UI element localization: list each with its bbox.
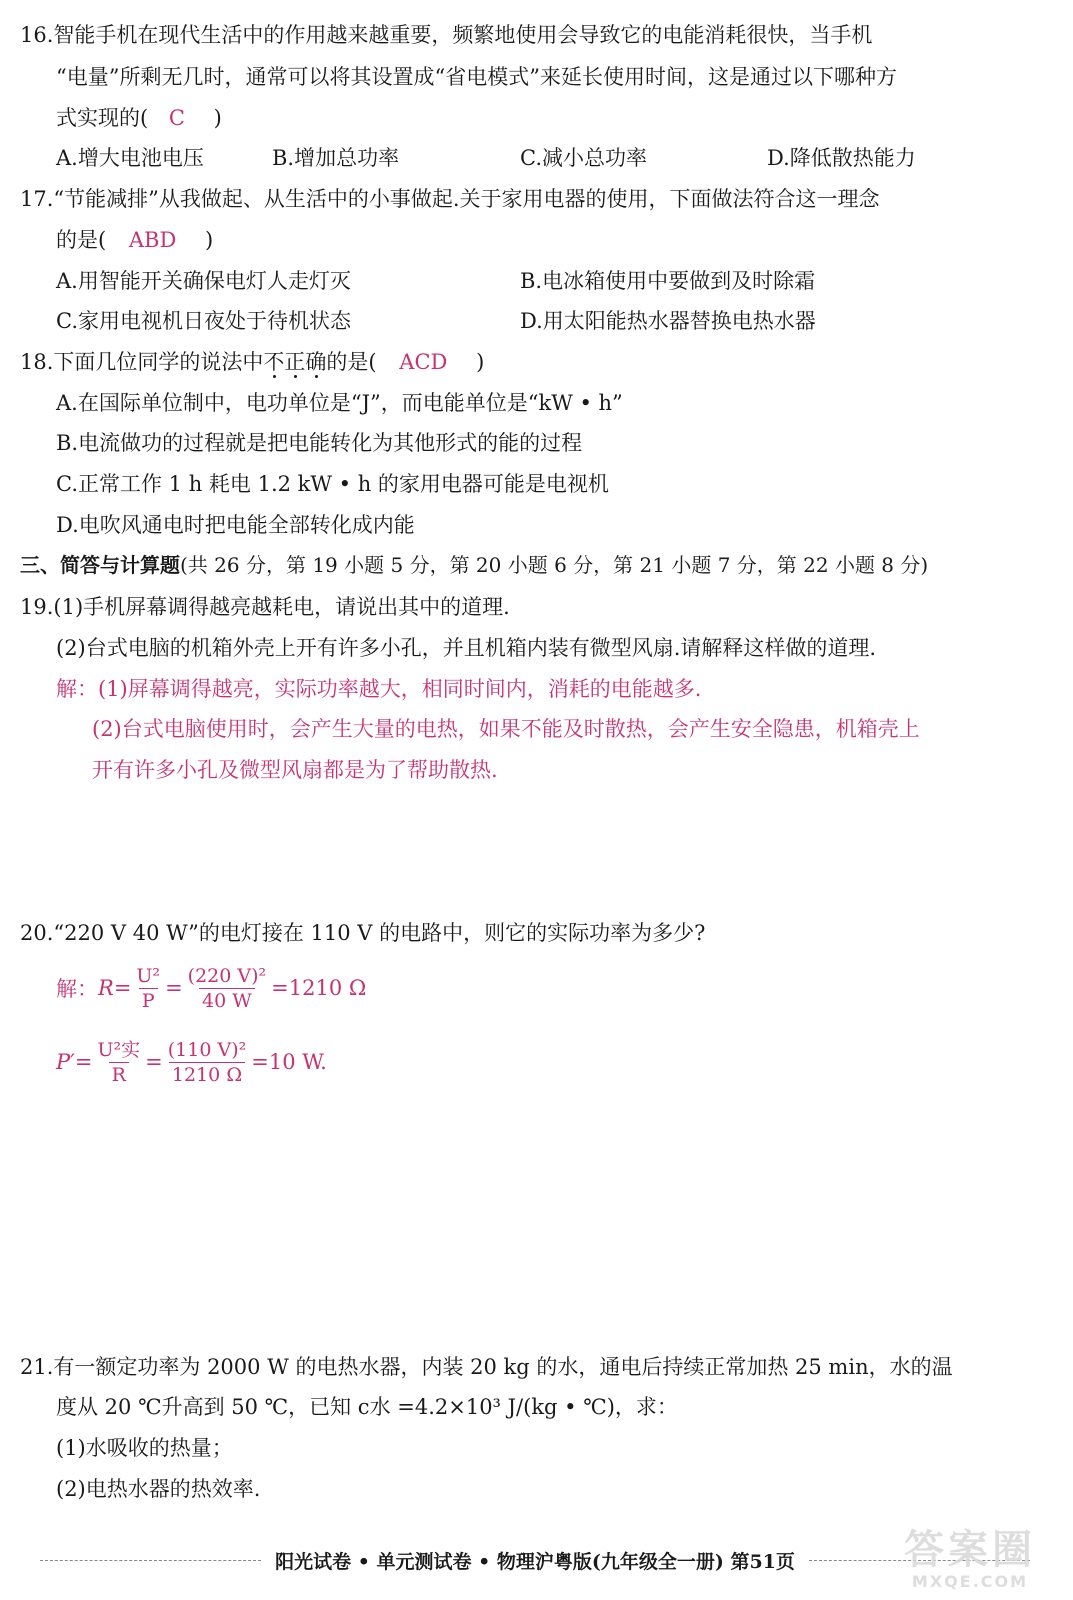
q19-solution-2b: 开有许多小孔及微型风扇都是为了帮助散热. — [92, 758, 498, 782]
q16-line3-prefix: 式实现的( — [56, 106, 149, 130]
q18-option-c: C.正常工作 1 h 耗电 1.2 kW • h 的家用电器可能是电视机 — [56, 472, 609, 496]
q16-line1: 16.智能手机在现代生活中的作用越来越重要，频繁地使用会导致它的电能消耗很快，当手机 — [20, 23, 873, 47]
watermark-title: 答案圈 — [904, 1525, 1036, 1573]
page-footer — [40, 1545, 1030, 1575]
q17-option-a: A.用智能开关确保电灯人走灯灭 — [56, 269, 351, 293]
q16-option-c: C.减小总功率 — [520, 146, 647, 170]
q19-solution-1: 解：(1)屏幕调得越亮，实际功率越大，相同时间内，消耗的电能越多. — [56, 677, 702, 701]
q18-option-d: D.电吹风通电时把电能全部转化成内能 — [56, 513, 415, 537]
watermark-url: MXQE.COM — [911, 1571, 1029, 1591]
q20-r-fraction-1 — [133, 964, 163, 1013]
q20-r-frac2-num: (220 V)² — [187, 964, 267, 987]
q20-r-frac1-num: U² — [136, 964, 161, 987]
q19-solution-2a: (2)台式电脑使用时，会产生大量的电热，如果不能及时散热，会产生安全隐患，机箱壳上 — [92, 717, 920, 741]
q18-emph-3: 确 — [305, 350, 327, 374]
q20-p-fraction-1 — [95, 1038, 144, 1087]
q20-resistance-formula — [56, 958, 366, 1018]
q19-part1: 19.(1)手机屏幕调得越亮越耗电，请说出其中的道理. — [20, 595, 510, 619]
q20-r-frac1-den: P — [139, 988, 158, 1013]
q18-prefix: 18.下面几位同学的说法中 — [20, 350, 264, 374]
q20-p-frac2-num: (110 V)² — [167, 1038, 247, 1061]
q18-emph-1: 不 — [263, 350, 285, 374]
q17-option-d: D.用太阳能热水器替换电热水器 — [520, 309, 816, 333]
section3-note: (共 26 分，第 19 小题 5 分，第 20 小题 6 分，第 21 小题 7 分，第 22 小题 8 分) — [180, 553, 929, 577]
q21-part2: (2)电热水器的热效率. — [56, 1477, 261, 1501]
q16-line2: “电量”所剩无几时，通常可以将其设置成“省电模式”来延长使用时间，这是通过以下哪种方 — [56, 65, 897, 89]
q20-p-frac2-den: 1210 Ω — [169, 1062, 245, 1087]
q20-r-fraction-2 — [185, 964, 269, 1013]
q17-line2-prefix: 的是( — [56, 228, 107, 252]
q18-option-b: B.电流做功的过程就是把电能转化为其他形式的能的过程 — [56, 431, 583, 455]
q17-line2 — [56, 225, 213, 255]
q20-question: 20.“220 V 40 W”的电灯接在 110 V 的电路中，则它的实际功率为多少? — [20, 921, 706, 945]
q20-equals-3: = — [74, 1050, 93, 1074]
watermark-logo — [885, 1524, 1055, 1594]
section3-heading — [20, 550, 928, 580]
q21-line2: 度从 20 ℃升高到 50 ℃，已知 c水 =4.2×10³ J/(kg • ℃)，求： — [56, 1395, 678, 1419]
q17-answer: ABD — [128, 228, 177, 252]
q20-p-result: =10 W. — [251, 1050, 327, 1074]
q18-line1 — [20, 347, 484, 377]
q20-power-formula — [56, 1032, 327, 1092]
q20-r-symbol: R — [98, 976, 114, 1000]
q20-p-frac1-num: U²实 — [97, 1038, 141, 1061]
q16-answer: C — [168, 106, 185, 130]
q17-option-b: B.电冰箱使用中要做到及时除霜 — [520, 269, 816, 293]
q20-p-fraction-2 — [165, 1038, 249, 1087]
q20-equals-1: = — [113, 976, 132, 1000]
q21-line1: 21.有一额定功率为 2000 W 的电热水器，内装 20 kg 的水，通电后持续正常加热 25 min，水的温 — [20, 1355, 953, 1379]
q16-line3-suffix: ) — [213, 106, 222, 130]
q19-part2: (2)台式电脑的机箱外壳上开有许多小孔，并且机箱内装有微型风扇.请解释这样做的道理. — [56, 636, 877, 660]
q17-line1: 17.“节能减排”从我做起、从生活中的小事做起.关于家用电器的使用，下面做法符合这一理念 — [20, 187, 880, 211]
q17-line2-suffix: ) — [205, 228, 214, 252]
q18-suffix: ) — [476, 350, 485, 374]
q18-emph-2: 正 — [284, 350, 306, 374]
q18-option-a: A.在国际单位制中，电功单位是“J”，而电能单位是“kW • h” — [56, 391, 623, 415]
q20-r-frac2-den: 40 W — [199, 988, 255, 1013]
q18-middle: 的是( — [326, 350, 377, 374]
q16-option-a: A.增大电池电压 — [56, 146, 204, 170]
q16-line3 — [56, 103, 222, 133]
q16-option-b: B.增加总功率 — [272, 146, 400, 170]
q20-equals-4: = — [145, 1050, 163, 1074]
section3-title: 三、简答与计算题 — [20, 553, 180, 577]
footer-rule-left — [40, 1560, 261, 1561]
footer-text: 阳光试卷 • 单元测试卷 • 物理沪粤版(九年级全一册) 第51页 — [275, 1550, 795, 1573]
q16-option-d: D.降低散热能力 — [767, 146, 916, 170]
q17-option-c: C.家用电视机日夜处于待机状态 — [56, 309, 351, 333]
q18-answer: ACD — [399, 350, 448, 374]
q20-p-symbol: P′ — [56, 1050, 75, 1074]
q20-equals-2: = — [165, 976, 183, 1000]
q20-p-frac1-den: R — [109, 1062, 129, 1087]
q20-r-result: =1210 Ω — [271, 976, 367, 1000]
q21-part1: (1)水吸收的热量； — [56, 1436, 233, 1460]
q20-solution-label: 解： — [56, 977, 98, 1001]
